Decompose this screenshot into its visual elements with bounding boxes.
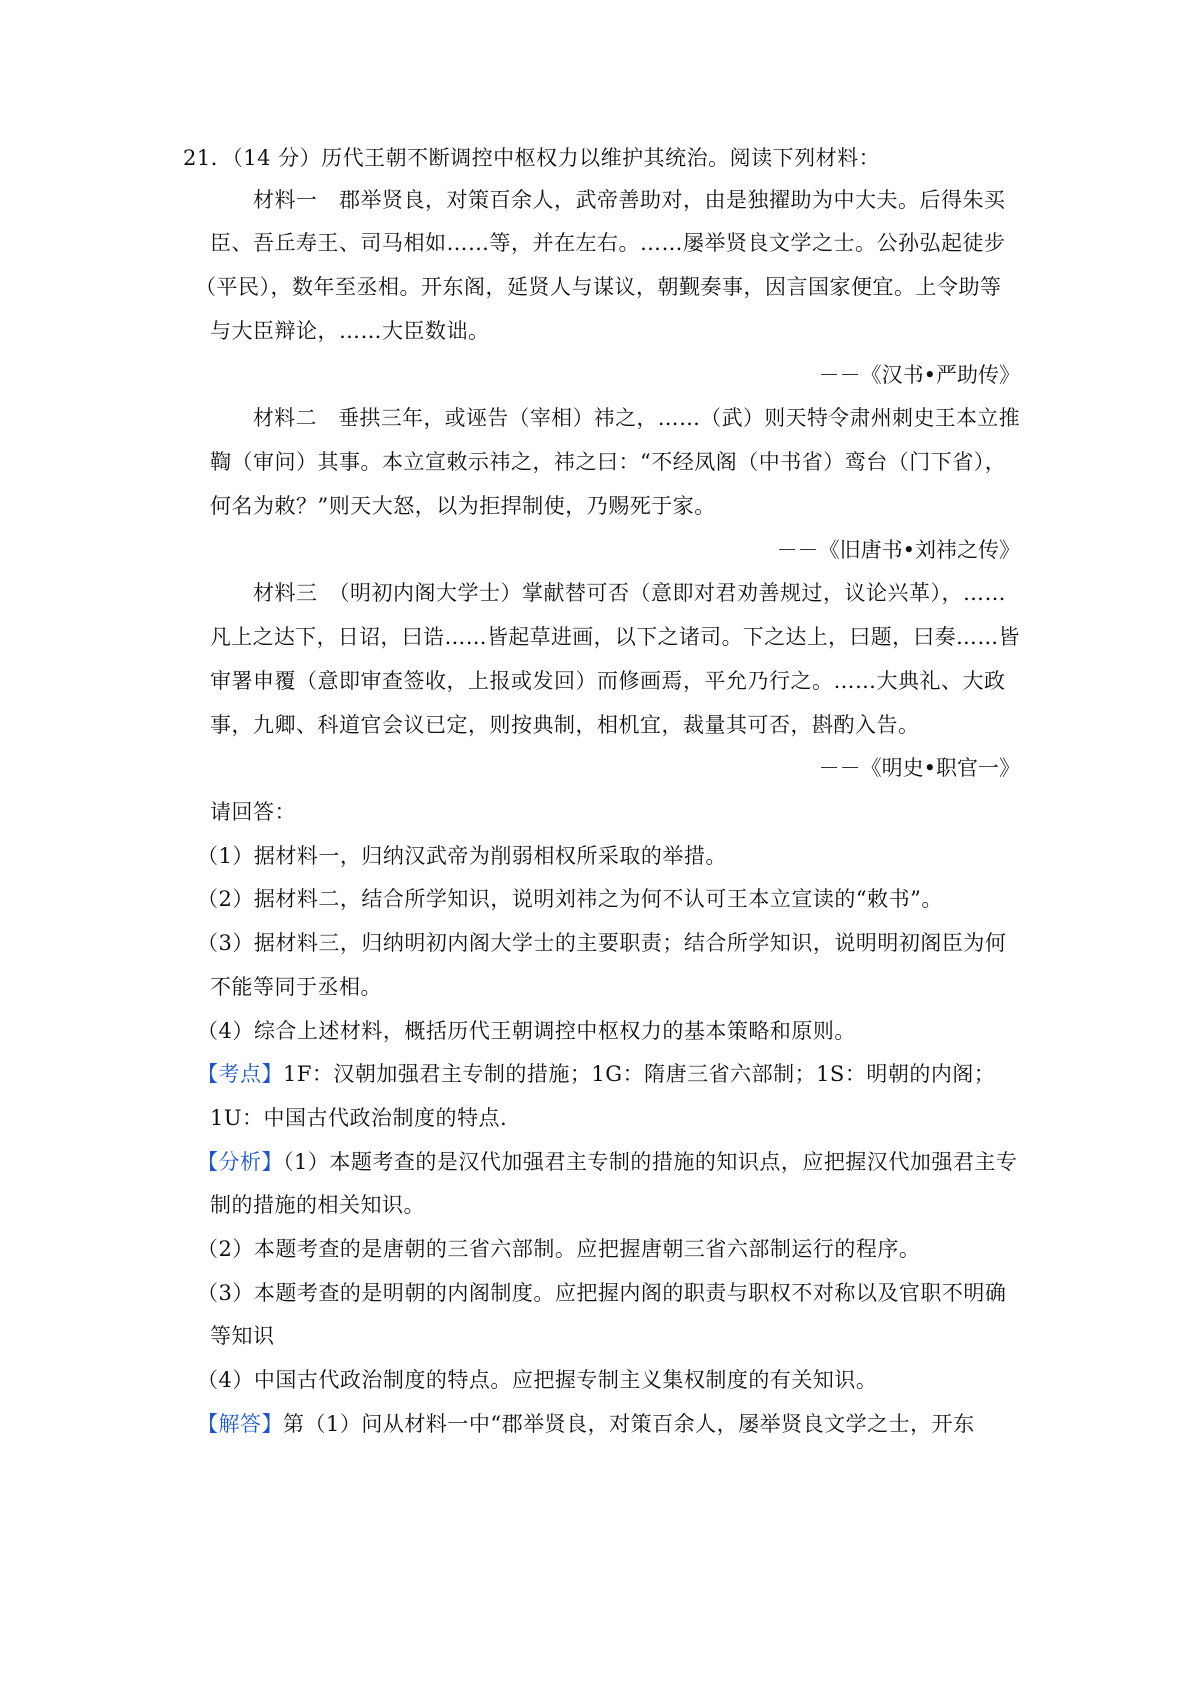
question-header: 21．（14 分）历代王朝不断调控中枢权力以维护其统治。阅读下列材料： <box>183 146 881 170</box>
kaodian-text: 1F：汉朝加强君主专制的措施；1G：隋唐三省六部制；1S：明朝的内阁； <box>283 1062 996 1086</box>
fenxi-item-continued: 等知识 <box>210 1324 275 1348</box>
jieda-label: 【解答】 <box>197 1412 283 1436</box>
material2-line: 材料二 垂拱三年，或诬告（宰相）祎之，……（武）则天特令肃州刺史王本立推 <box>253 406 1020 430</box>
material2-line: 何名为敕？”则天大怒，以为拒捍制使，乃赐死于家。 <box>210 494 716 518</box>
sub-question: （2）据材料二，结合所学知识，说明刘祎之为何不认可王本立宣读的“敕书”。 <box>197 887 943 911</box>
material3-line: 审署申覆（意即审查签收，上报或发回）而修画焉，平允乃行之。……大典礼、大政 <box>210 669 1006 693</box>
material1-line: 与大臣辩论，……大臣数诎。 <box>210 319 490 343</box>
kaodian-label: 【考点】 <box>197 1062 283 1086</box>
fenxi-line-2: 制的措施的相关知识。 <box>210 1193 425 1217</box>
material2-line: 鞫（审问）其事。本立宣敕示祎之，祎之曰：“不经凤阁（中书省）鸾台（门下省）， <box>210 450 1007 474</box>
sub-question: （4）综合上述材料，概括历代王朝调控中枢权力的基本策略和原则。 <box>197 1019 856 1043</box>
material2-source: －－《旧唐书•刘祎之传》 <box>776 538 1020 562</box>
fenxi-item: （3）本题考查的是明朝的内阁制度。应把握内阁的职责与职权不对称以及官职不明确 <box>197 1281 1007 1305</box>
material3-line: 凡上之达下，日诏，曰诰……皆起草进画，以下之诸司。下之达上，曰题，曰奏……皆 <box>210 625 1020 649</box>
kaodian-line-2: 1U：中国古代政治制度的特点. <box>210 1106 508 1130</box>
material1-source: －－《汉书•严助传》 <box>818 363 1020 387</box>
answer-prompt: 请回答： <box>210 800 296 824</box>
material1-line: 材料一 郡举贤良，对策百余人，武帝善助对，由是独擢助为中大夫。后得朱买 <box>253 188 1006 212</box>
material3-source: －－《明史•职官一》 <box>818 756 1020 780</box>
fenxi-label: 【分析】 <box>197 1150 283 1174</box>
fenxi-item: （2）本题考查的是唐朝的三省六部制。应把握唐朝三省六部制运行的程序。 <box>197 1237 921 1261</box>
jieda-text: 第（1）问从材料一中“郡举贤良，对策百余人，屡举贤良文学之士，开东 <box>283 1412 975 1436</box>
fenxi-item: （4）中国古代政治制度的特点。应把握专制主义集权制度的有关知识。 <box>197 1368 878 1392</box>
sub-question: （1）据材料一，归纳汉武帝为削弱相权所采取的举措。 <box>197 844 727 868</box>
material3-line: 材料三 （明初内阁大学士）掌献替可否（意即对君劝善规过，议论兴革），…… <box>253 581 1006 605</box>
jieda-line <box>197 1409 975 1439</box>
material3-line: 事，九卿、科道官会议已定，则按典制，相机宜，裁量其可否，斟酌入告。 <box>210 713 920 737</box>
kaodian-line <box>197 1059 995 1089</box>
fenxi-line <box>197 1147 1017 1177</box>
fenxi-text: （1）本题考查的是汉代加强君主专制的措施的知识点，应把握汉代加强君主专 <box>283 1150 1018 1174</box>
material1-line: （平民），数年至丞相。开东阁，延贤人与谋议，朝觐奏事，因言国家便宜。上令助等 <box>195 275 1002 299</box>
sub-question-continued: 不能等同于丞相。 <box>210 975 382 999</box>
material1-line: 臣、吾丘寿王、司马相如……等，并在左右。……屡举贤良文学之士。公孙弘起徒步 <box>210 231 1006 255</box>
sub-question: （3）据材料三，归纳明初内阁大学士的主要职责；结合所学知识，说明明初阁臣为何 <box>197 931 1007 955</box>
